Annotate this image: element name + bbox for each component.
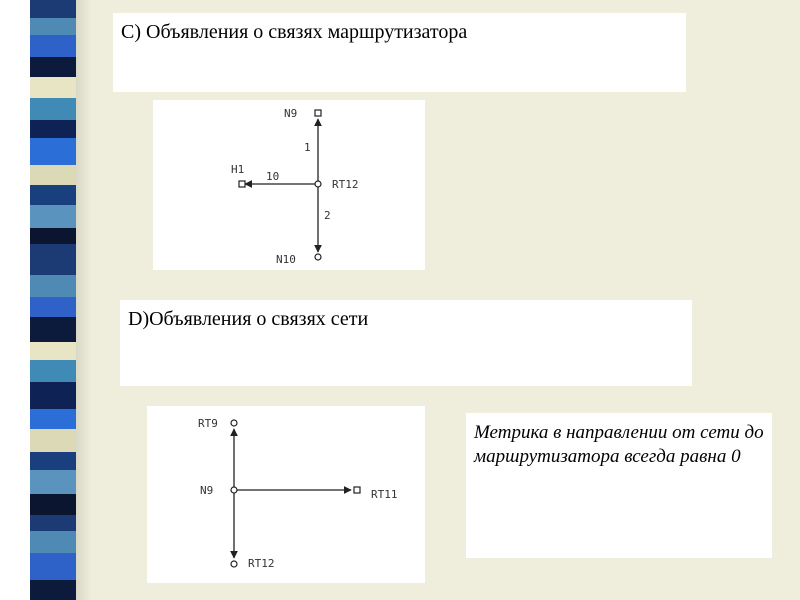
node-rt12-marker (231, 561, 237, 567)
stripe (30, 494, 76, 514)
stripe (30, 77, 76, 97)
stripe (30, 228, 76, 244)
stripe (30, 297, 76, 317)
node-rt11-marker (354, 487, 360, 493)
stripe (30, 342, 76, 360)
decorative-stripe-bar (30, 0, 76, 600)
label-n9: N9 (200, 484, 214, 497)
stripe (30, 275, 76, 297)
stripe (30, 138, 76, 164)
stripe (30, 317, 76, 341)
label-n9: N9 (284, 107, 298, 120)
network-link-diagram-svg (147, 406, 425, 583)
stripe (30, 409, 76, 429)
node-rt9-marker (231, 420, 237, 426)
label-rt12: RT12 (332, 178, 359, 191)
metric-note-box (466, 413, 772, 558)
stripe (30, 0, 76, 18)
label-rt9: RT9 (198, 417, 218, 430)
slide-left-margin (0, 0, 30, 600)
section-c-title: С) Объявления о связях маршрутизатора (121, 21, 468, 43)
stripe (30, 382, 76, 408)
section-d-title: D)Объявления о связях сети (128, 308, 369, 330)
node-n9-marker (231, 487, 237, 493)
stripe (30, 185, 76, 205)
stripe (30, 18, 76, 34)
network-link-diagram (147, 406, 425, 583)
stripe (30, 57, 76, 77)
section-c-box (113, 13, 686, 92)
stripe (30, 470, 76, 494)
stripe (30, 165, 76, 185)
stripe (30, 120, 76, 138)
label-n10: N10 (276, 253, 296, 266)
node-n9-marker (315, 110, 321, 116)
metric-to-n9: 1 (304, 141, 311, 154)
stripe (30, 531, 76, 553)
stripe (30, 452, 76, 470)
stripe (30, 98, 76, 120)
label-rt12: RT12 (248, 557, 275, 570)
metric-note-text: Метрика в направлении от сети до маршрутизатора всегда равна 0 (474, 422, 764, 467)
stripe-shadow (76, 0, 92, 600)
stripe (30, 360, 76, 382)
router-link-diagram (153, 100, 425, 270)
node-n10-marker (315, 254, 321, 260)
stripe (30, 35, 76, 57)
node-rt12-marker (315, 181, 321, 187)
router-link-diagram-svg (153, 100, 425, 270)
node-h1-marker (239, 181, 245, 187)
stripe (30, 244, 76, 275)
stripe (30, 553, 76, 579)
metric-to-n10: 2 (324, 209, 331, 222)
label-h1: H1 (231, 163, 245, 176)
metric-to-h1: 10 (266, 170, 280, 183)
section-d-box (120, 300, 692, 386)
stripe (30, 580, 76, 600)
stripe (30, 205, 76, 227)
stripe (30, 429, 76, 451)
stripe (30, 515, 76, 531)
label-rt11: RT11 (371, 488, 398, 501)
